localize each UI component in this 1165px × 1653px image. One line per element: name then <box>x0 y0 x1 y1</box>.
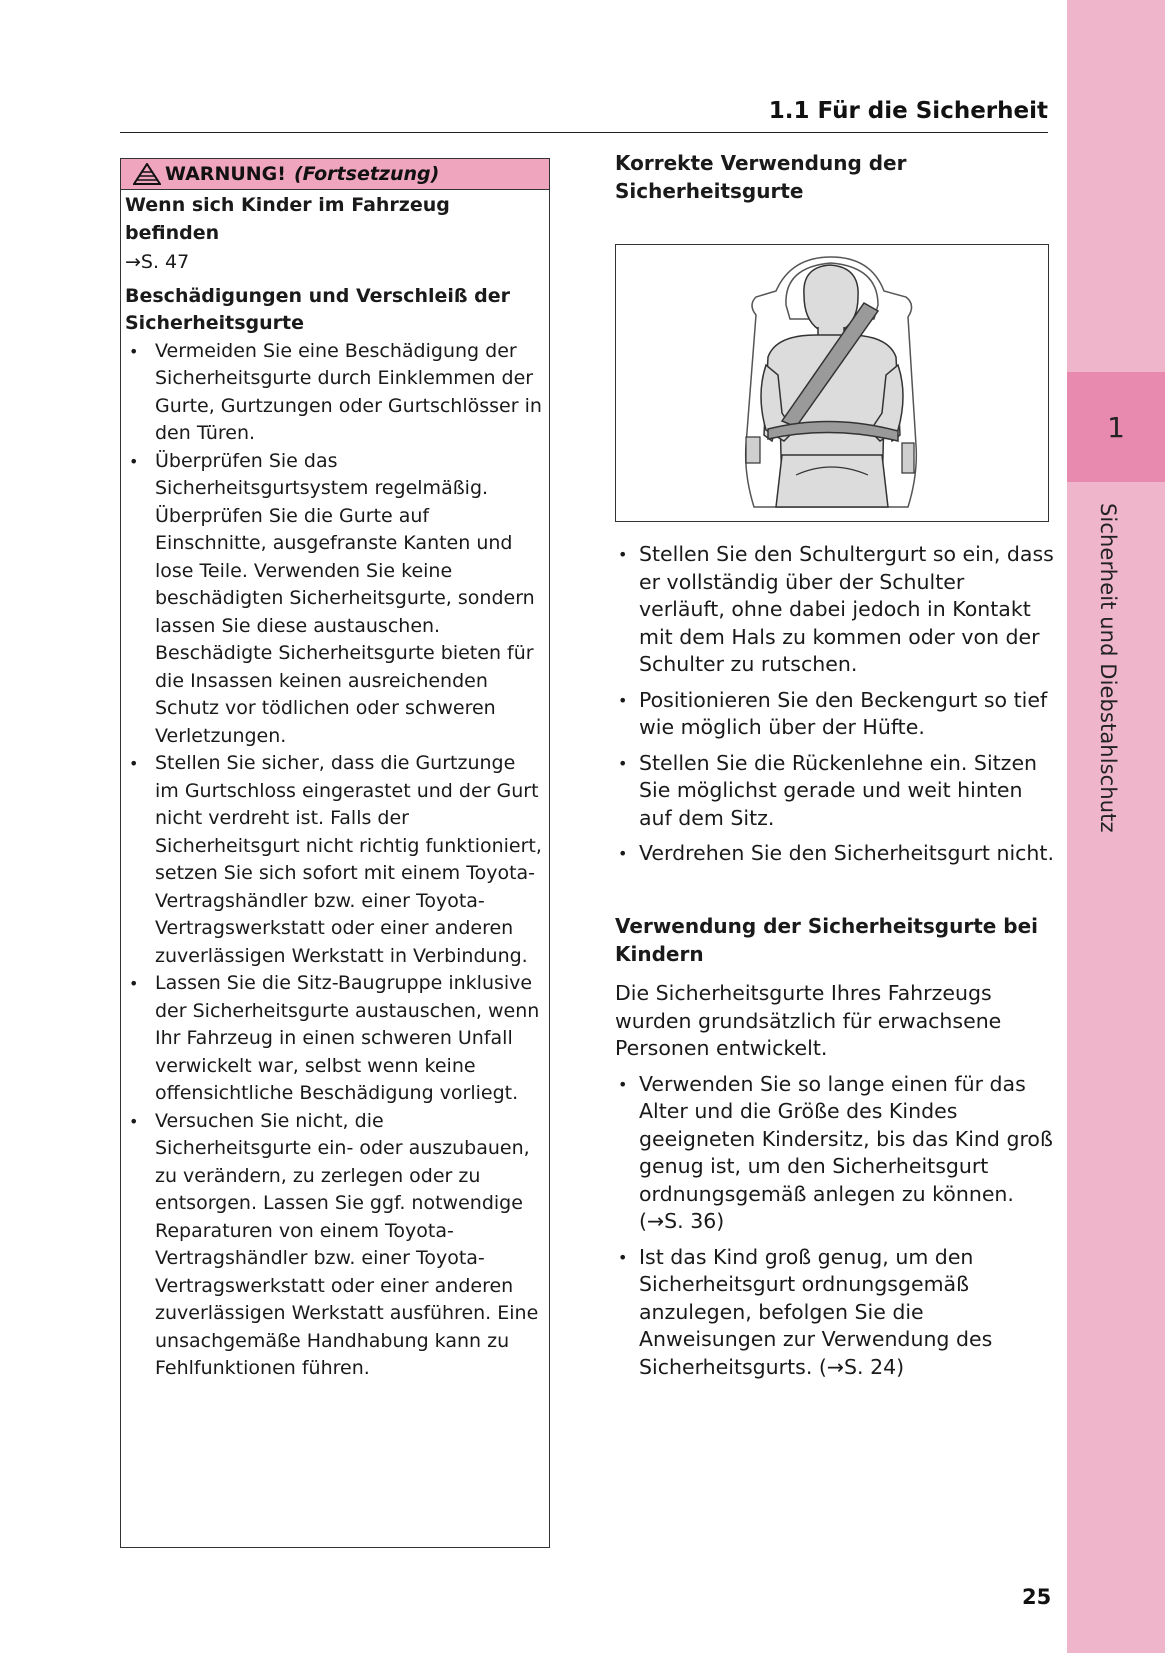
warning-triangle-icon <box>133 163 161 185</box>
warning-bullet-list <box>125 338 543 1383</box>
list-item: • Stellen Sie den Schultergurt so ein, dass er vollständig über der Schulter verläuft, ohne dabei jedoch in Kontakt mit dem Hals zu kommen oder von der Schulter zu rutschen. <box>615 541 1055 679</box>
list-item: • Verwenden Sie so lange einen für das Alter und die Größe des Kindes geeigneten Kindersitz, bis das Kind groß genug ist, um den Sicherheitsgurt ordnungsgemäß anlegen zu können. (→S. 36) <box>615 1071 1055 1236</box>
seatbelt-illustration <box>615 244 1049 522</box>
warning-section-title: Beschädigungen und Verschleiß der Sicherheitsgurte <box>125 284 511 334</box>
correct-use-bullet-list <box>615 541 1055 868</box>
list-item: • Stellen Sie die Rückenlehne ein. Sitzen Sie möglichst gerade und weit hinten auf dem Sitz. <box>615 750 1055 833</box>
warning-box <box>120 158 550 1548</box>
chapter-label: Sicherheit und Diebstahlschutz <box>1096 503 1120 833</box>
children-section <box>615 913 1055 1389</box>
page-number: 25 <box>1022 1585 1052 1609</box>
header-divider <box>120 132 1048 133</box>
warning-body <box>121 192 549 1383</box>
warning-header <box>121 159 549 190</box>
section-title: 1.1 Für die Sicherheit <box>768 98 1048 124</box>
correct-use-list-block <box>615 541 1055 876</box>
chapter-number: 1 <box>1107 410 1125 444</box>
list-item: • Stellen Sie sicher, dass die Gurtzunge im Gurtschloss eingerastet und der Gurt nicht verdreht ist. Falls der Sicherheitsgurt nicht richtig funktioniert, setzen Sie sich sofort mit einem Toyota-Vertragshändler bzw. einer Toyota-Vertragswerkstatt oder einer anderen zuverlässigen Werkstatt in Verbindung. <box>125 750 543 970</box>
seated-person-illustration <box>616 245 1047 520</box>
list-item: • Positionieren Sie den Beckengurt so tief wie möglich über der Hüfte. <box>615 687 1055 742</box>
warning-continuation: (Fortsetzung) <box>293 163 440 185</box>
warning-label: WARNUNG! <box>165 163 286 185</box>
correct-use-heading-block <box>615 150 1055 205</box>
page-reference-link[interactable]: →S. 47 <box>125 251 190 273</box>
children-intro: Die Sicherheitsgurte Ihres Fahrzeugs wurden grundsätzlich für erwachsene Personen entwickelt. <box>615 981 1002 1060</box>
warning-section-title: Wenn sich Kinder im Fahrzeug befinden <box>125 194 450 244</box>
children-bullet-list <box>615 1071 1055 1382</box>
children-title: Verwendung der Sicherheitsgurte bei Kindern <box>615 914 1039 966</box>
list-item: • Ist das Kind groß genug, um den Sicherheitsgurt ordnungsgemäß anzulegen, befolgen Sie die Anweisungen zur Verwendung des Sicherheitsgurts. (→S. 24) <box>615 1244 1055 1382</box>
list-item: • Überprüfen Sie das Sicherheitsgurtsystem regelmäßig. Überprüfen Sie die Gurte auf Einschnitte, ausgefranste Kanten und lose Teile. Verwenden Sie keine beschädigten Sicherheitsgurte, sondern lassen Sie diese austauschen. Beschädigte Sicherheitsgurte bieten für die Insassen keinen ausreichenden Schutz vor tödlichen oder schweren Verletzungen. <box>125 448 543 751</box>
correct-use-title: Korrekte Verwendung der Sicherheitsgurte <box>615 151 907 203</box>
list-item: • Vermeiden Sie eine Beschädigung der Sicherheitsgurte durch Einklemmen der Gurte, Gurtzungen oder Gurtschlösser in den Türen. <box>125 338 543 448</box>
list-item: • Lassen Sie die Sitz-Baugruppe inklusive der Sicherheitsgurte austauschen, wenn Ihr Fahrzeug in einen schweren Unfall verwickelt war, selbst wenn keine offensichtliche Beschädigung vorliegt. <box>125 970 543 1108</box>
chapter-tab[interactable] <box>1067 372 1165 482</box>
list-item: • Versuchen Sie nicht, die Sicherheitsgurte ein- oder auszubauen, zu verändern, zu zerlegen oder zu entsorgen. Lassen Sie ggf. notwendige Reparaturen von einem Toyota-Vertragshändler bzw. einer Toyota-Vertragswerkstatt oder einer anderen zuverlässigen Werkstatt ausführen. Eine unsachgemäße Handhabung kann zu Fehlfunktionen führen. <box>125 1108 543 1383</box>
list-item: • Verdrehen Sie den Sicherheitsgurt nicht. <box>615 840 1055 868</box>
